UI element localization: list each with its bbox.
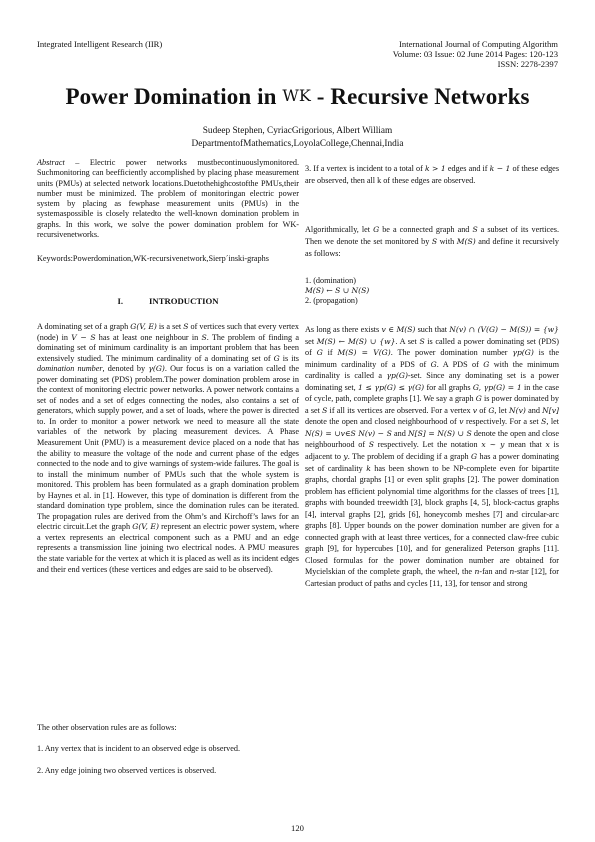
math: S <box>541 417 547 427</box>
math: n <box>509 567 515 577</box>
math: G <box>316 348 323 358</box>
journal-publisher: Integrated Intelligent Research (IIR) <box>37 39 163 49</box>
math: 1 ≤ γp(G) ≤ γ(G) <box>358 382 425 392</box>
math: G <box>273 353 280 363</box>
authors: Sudeep Stephen, CyriacGrigorious, Albert William <box>202 126 393 136</box>
journal-volume: Volume: 03 Issue: 02 June 2014 Pages: 120-123 <box>392 49 558 59</box>
text: -fan and <box>479 567 510 577</box>
text: is adjacent to <box>305 440 559 462</box>
domination-formula: M(S) ← S ∪ N(S) <box>305 286 370 296</box>
math: y <box>343 452 348 462</box>
text: is its <box>279 353 299 363</box>
math: M(S) ← M(S) ∪ {w} <box>316 336 396 346</box>
text: with the minimum cardinality is called a <box>305 359 560 381</box>
text: a subset of its vertices. Then we denote the set monitored by <box>305 225 560 246</box>
text: edges and if <box>445 164 490 173</box>
text: set <box>305 336 317 346</box>
math: G <box>475 394 482 404</box>
domination-rule <box>305 276 559 297</box>
text: 3. If a vertex is incident to a total of <box>305 164 425 173</box>
journal-info <box>393 39 558 69</box>
paper-title <box>0 84 595 110</box>
text: is a set <box>156 322 184 331</box>
math: N[v] <box>542 405 560 415</box>
text: and <box>391 428 408 438</box>
text: for all graphs <box>424 382 473 392</box>
math: x <box>545 440 550 450</box>
text: if <box>322 348 338 358</box>
math: N(S) = ∪v∈S N(v) − S <box>305 428 392 438</box>
text: -set. Since any dominating set is a power dominating set, <box>305 371 559 392</box>
text: of vertices such that every vertex (node) in <box>37 322 299 342</box>
observation-rules-intro: The other observation rules are as follows: <box>37 723 177 732</box>
title-part2: - Recursive Networks <box>310 84 530 109</box>
text: . The problem of finding a dominating set of minimum cardinality is an important problem that has been extensively studied. The minimum cardinality of a dominating set of <box>37 332 299 363</box>
text: . A PDS of <box>436 359 484 369</box>
text: Algorithmically, let <box>305 225 374 234</box>
math: S <box>183 322 189 331</box>
math: γ(G) <box>148 364 165 374</box>
math: N(v) ∩ (V(G) − M(S)) = {w} <box>449 325 559 334</box>
math: N[S] = N(S) ∪ S <box>408 428 472 438</box>
observation-rule-3 <box>305 163 559 187</box>
text: respectively. Let the notation <box>374 440 482 450</box>
observation-rule-1: 1. Any vertex that is incident to an observed edge is observed. <box>37 744 241 753</box>
text: has at least one neighbour in <box>95 332 202 342</box>
text: . The problem of deciding if a graph <box>347 452 472 462</box>
page-number: 120 <box>291 823 304 833</box>
text: , let <box>546 417 560 427</box>
journal-name: International Journal of Computing Algorithm <box>399 39 558 49</box>
text: , let <box>494 405 510 415</box>
text: with <box>437 237 457 246</box>
text: denote the open and closed neighbourhood of <box>305 417 460 427</box>
math: v <box>459 417 464 427</box>
math: N(v) <box>509 405 526 415</box>
algorithm-paragraph <box>305 224 559 260</box>
pds-definition-paragraph <box>305 324 559 590</box>
abstract-text: – Electric power networks mustbecontinuouslymonitored. Suchmonitoring can beefficiently accomplished by placing phase measurement units (PMUs) at selected network locations.Duetothehighcostofthe PMUs,their number must be minimized. The problem of monitoringan electric power system by placing as fewphase measurement units (PMUs) in the systemaspossible is closely relatedto the well-known domination problem in graphs. In this work, we solve the power domination problem for WK-recursivenetworks. <box>37 158 299 240</box>
intro-paragraph <box>37 322 299 575</box>
text: of <box>477 405 489 415</box>
math: S <box>201 332 207 342</box>
domination-label: 1. (domination) <box>305 276 356 285</box>
math: G <box>483 359 490 369</box>
text: . The power domination number <box>390 348 513 358</box>
math: V − S <box>71 332 96 342</box>
text: has been shown to be NP-complete even for bipartite graphs, chordal graphs [1] or even split graphs [2]. The power domination problem has efficient polynomial time algorithms for the classes of trees [1], graphs with bounded treewidth [3], block graphs [4, 5], block-cactus graphs [4], interval graphs [2], grids [6], honeycomb meshes [7] and circular-arc graphs [8]. Upper bounds on the power domination number are given for a connected graph with at least three vertices, for a connected claw-free cubic graph [9], for hypercubes [10], and for generalized Peterson graphs [11]. Closed formulas for the power domination number are obtained for Mycielskian of the complete graph, the wheel, the <box>305 463 559 577</box>
math: G <box>373 225 380 234</box>
math: S <box>431 237 438 246</box>
math: G, γp(G) = 1 <box>472 382 522 392</box>
math: n <box>474 567 480 577</box>
keywords: Keywords:Powerdomination,WK-recursivenetwork,Sierp´inski-graphs <box>37 254 269 263</box>
text: represent an electric power system, where a vertex represents an electrical component such as a PMU and an edge represents a transmission line joining two electrical nodes. A PMU measures the state variable for the vertex at which it is placed as well as its incident edges and their end vertices (these vertices and edges are said to be observed). <box>37 522 299 574</box>
math: G <box>488 405 495 415</box>
text: is power dominated by a set <box>305 394 559 415</box>
text: As long as there exists <box>305 325 382 334</box>
term: domination number <box>37 364 103 374</box>
math: S <box>368 440 374 450</box>
abstract-label: Abstract <box>37 158 65 167</box>
text: such that <box>415 325 450 334</box>
math: S <box>322 405 328 415</box>
text: if all its vertices are observed. For a vertex <box>327 405 473 415</box>
text: of these edges are observed, then all k of these edges are observed. <box>305 164 559 185</box>
math: k − 1 <box>489 164 511 173</box>
propagation-label: 2. (propagation) <box>305 296 358 305</box>
math: G(V, E) <box>132 522 159 532</box>
text: , denoted by <box>102 364 149 374</box>
math: x ~ y <box>481 440 505 450</box>
text: is called a power dominating set (PDS) of <box>305 336 559 358</box>
math: S <box>419 336 425 346</box>
title-math: WK <box>282 86 311 105</box>
math: k > 1 <box>424 164 446 173</box>
observation-rule-2: 2. Any edge joining two observed vertices is observed. <box>37 766 217 775</box>
math: G <box>471 452 478 462</box>
text: . A set <box>395 336 420 346</box>
text: and <box>525 405 543 415</box>
text: -star [12], for Cartesian product of paths and cycles [11, 13], for tensor and strong <box>305 567 559 589</box>
affiliation: DepartmentofMathematics,LoyolaCollege,Chennai,India <box>191 139 404 149</box>
text: be a connected graph and <box>379 225 473 234</box>
math: M(S) <box>456 237 476 246</box>
section-heading: I. INTRODUCTION <box>117 296 219 306</box>
math: γp(G) <box>512 348 534 358</box>
text: is the minimum cardinality of a PDS of <box>305 348 559 369</box>
text: mean that <box>504 440 546 450</box>
title-part1: Power Domination in <box>65 84 283 109</box>
math: G <box>430 359 437 369</box>
text: denote the open and close neighbourhood of <box>305 428 559 450</box>
journal-issn: ISSN: 2278-2397 <box>497 59 558 69</box>
math: v ∈ M(S) <box>381 325 416 334</box>
math: v <box>472 405 478 415</box>
math: γp(G) <box>386 371 408 381</box>
text: and define it recursively as follows: <box>305 237 560 258</box>
text: respectively. For a set <box>463 417 542 427</box>
text: . Our focus is on a variation called the power dominating set (PDS) problem.The power domination problem arose in the context of monitoring electric power networks. A power network contains a set of nodes and a set of edges connecting the nodes, also contains a set of generators, which supply power, and a set of loads, where the power is directed to. In order to monitor a power network we need to measure all the state variables of the network by placing measurement devices. A Phase Measurement Unit (PMU) is a measurement device placed on a node that has the ability to measure the voltage of the node and current phase of the edges connected to the node and to give warnings of system-wide failures. The goal is to install the minimum number of PMUs such that the whole system is monitored. This problem has been formulated as a graph domination problem by Haynes et al. in [1]. However, this type of domination is different from the standard domination type problem, since the domination rules can be iterated. The propagation rules are derived from the Ohm’s and Kirchoff’s laws for an electric circuit.Let the graph <box>37 364 299 532</box>
text: has a power dominating set of cardinality <box>305 452 559 473</box>
math: k <box>366 463 371 473</box>
text: A dominating set of a graph <box>37 322 131 331</box>
text: in the case of cycle, path, complete graphs [1]. We say a graph <box>305 382 560 404</box>
math: G(V, E) <box>130 322 157 331</box>
math: S <box>472 225 478 234</box>
math: M(S) = V(G) <box>337 348 391 358</box>
abstract <box>37 158 299 240</box>
